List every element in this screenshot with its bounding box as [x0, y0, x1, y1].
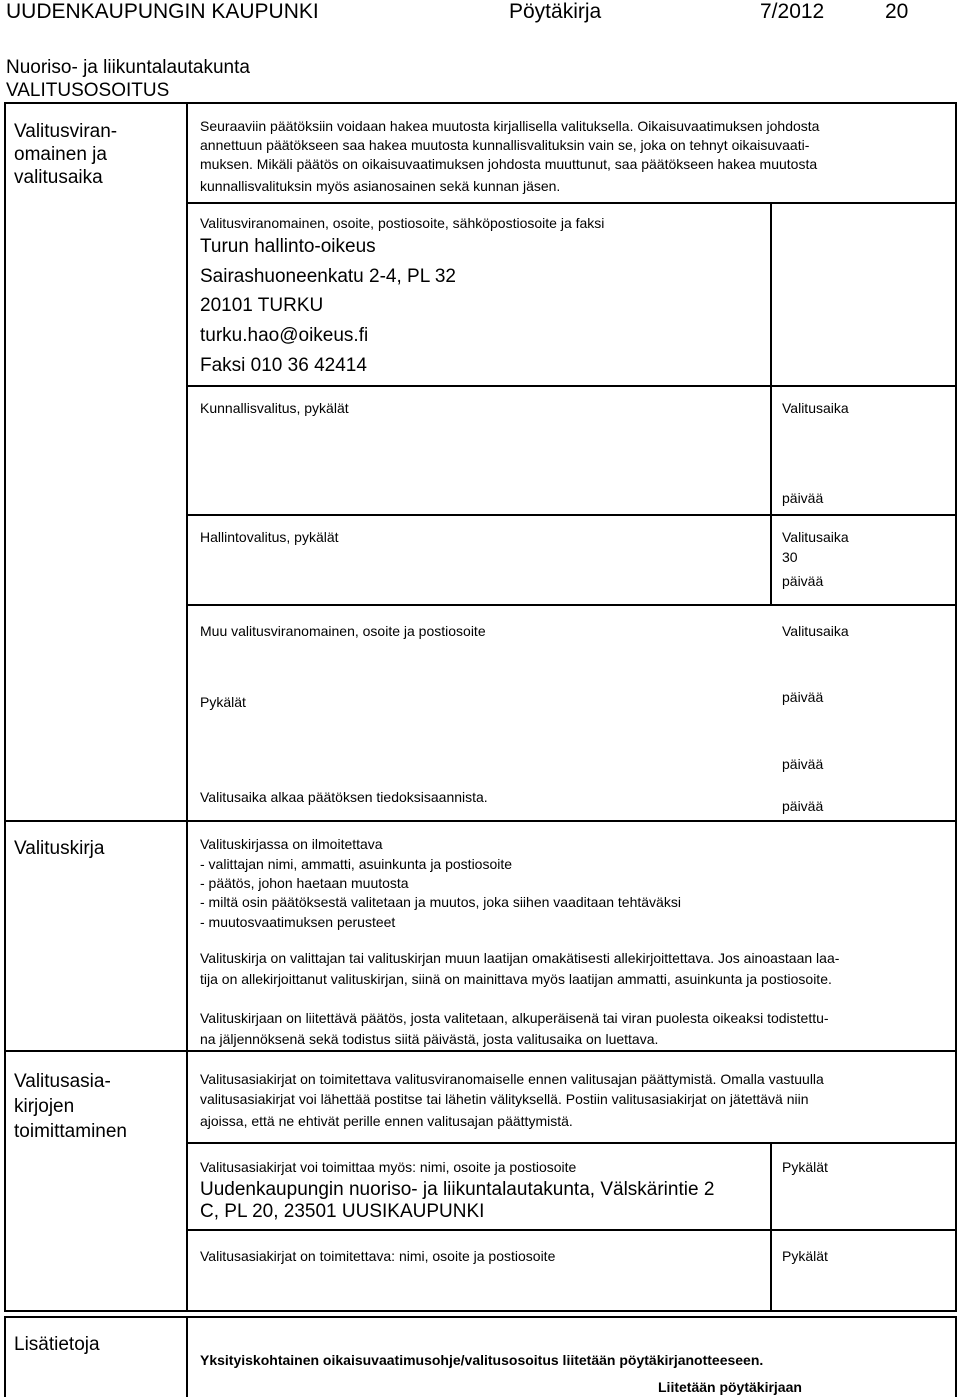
deliver-also-row-top	[186, 1142, 957, 1144]
letter-state-1: Valituskirjassa on ilmoitettava	[200, 836, 383, 852]
admin-days-number: 30	[782, 549, 798, 565]
municipal-appeal-label: Kunnallisvalitus, pykälät	[200, 400, 349, 416]
page-number: 20	[885, 0, 909, 23]
contact-box-top	[186, 202, 957, 204]
authority-label-line-1: Valitusviran-	[14, 121, 118, 142]
admin-row-top	[186, 514, 957, 516]
delivery-text-1: Valitusasiakirjat on toimitettava valitusviranomaiselle ennen valitusajan päättymistä. Omalla vastuulla	[200, 1071, 824, 1087]
section2-right-border	[955, 820, 957, 1050]
delivery-label-line-2: kirjojen	[14, 1096, 75, 1117]
court-fax: Faksi 010 36 42414	[200, 355, 367, 376]
deliver-address-1: Uudenkaupungin nuoriso- ja liikuntalautakunta, Välskärintie 2	[200, 1179, 715, 1200]
section2-left-border	[4, 820, 6, 1050]
section4-right-border	[955, 1316, 957, 1397]
page-title: VALITUSOSOITUS	[6, 80, 170, 101]
other-days-2: päivää	[782, 756, 824, 772]
court-email: turku.hao@oikeus.fi	[200, 325, 369, 346]
delivery-label-line-1: Valitusasia-	[14, 1071, 111, 1092]
section1-divider	[186, 102, 188, 822]
section1-top-border	[4, 102, 957, 104]
letter-label: Valituskirja	[14, 838, 105, 859]
delivery-right-divider	[770, 1142, 772, 1312]
municipal-row-top	[186, 385, 957, 387]
intro-line-1: Seuraaviin päätöksiin voidaan hakea muutosta kirjallisella valituksella. Oikaisuvaatimuksen johdosta	[200, 118, 820, 134]
more-info-footer: Liitetään pöytäkirjaan	[658, 1379, 802, 1395]
deliver-also-label: Valitusasiakirjat voi toimittaa myös: nimi, osoite ja postiosoite	[200, 1159, 577, 1175]
letter-state-3: - päätös, johon haetaan muutosta	[200, 875, 409, 891]
admin-appeal-time: Valitusaika	[782, 529, 849, 545]
intro-line-2: annettuun päätökseen saa hakea muutosta kunnallisvalituksin vain se, joka on tehnyt oikaisuvaati-	[200, 137, 810, 153]
section1-bottom-border	[4, 820, 957, 822]
section1-right-border	[955, 102, 957, 822]
section3-divider	[186, 1050, 188, 1312]
letter-attach-2: na jäljennöksenä sekä todistus siitä päivästä, josta valitusaika on luettava.	[200, 1031, 659, 1047]
contact-heading: Valitusviranomainen, osoite, postiosoite, sähköpostiosoite ja faksi	[200, 215, 605, 231]
section3-bottom-border	[4, 1310, 957, 1312]
other-days-3: päivää	[782, 798, 824, 814]
board-name: Nuoriso- ja liikuntalautakunta	[6, 57, 250, 78]
section4-left-border	[4, 1316, 6, 1397]
municipal-days: päivää	[782, 490, 824, 506]
deliver-address-2: C, PL 20, 23501 UUSIKAUPUNKI	[200, 1201, 485, 1222]
letter-attach-1: Valituskirjaan on liitettävä päätös, josta valitetaan, alkuperäisenä tai viran puolesta oikeaksi todistettu-	[200, 1010, 829, 1026]
letter-state-4: - miltä osin päätöksestä valitetaan ja muutos, joka siihen vaaditaan tehtäväksi	[200, 894, 681, 910]
more-info-label: Lisätietoja	[14, 1334, 100, 1355]
delivery-text-3: ajoissa, että ne ehtivät perille ennen valitusajan päättymistä.	[200, 1113, 573, 1129]
letter-signature-1: Valituskirja on valittajan tai valituskirjan muun laatijan omakätisesti allekirjoittettava. Jos ainoastaan laa-	[200, 950, 840, 966]
admin-days: päivää	[782, 573, 824, 589]
authority-label-line-2: omainen ja	[14, 144, 107, 165]
section2-divider	[186, 820, 188, 1050]
section3-left-border	[4, 1050, 6, 1312]
deliver-to-row-top	[186, 1229, 957, 1231]
admin-appeal-label: Hallintovalitus, pykälät	[200, 529, 339, 545]
letter-state-5: - muutosvaatimuksen perusteet	[200, 914, 396, 930]
intro-line-4: kunnallisvalituksin myös asianosainen sekä kunnan jäsen.	[200, 178, 561, 194]
deliver-to-label: Valitusasiakirjat on toimitettava: nimi, osoite ja postiosoite	[200, 1248, 556, 1264]
letter-state-2: - valittajan nimi, ammatti, asuinkunta ja postiosoite	[200, 856, 513, 872]
doc-type: Pöytäkirja	[509, 0, 602, 23]
court-postcode: 20101 TURKU	[200, 295, 324, 316]
deliver-to-sections: Pykälät	[782, 1248, 828, 1264]
delivery-label-line-3: toimittaminen	[14, 1121, 127, 1142]
issue-number: 7/2012	[760, 0, 825, 23]
appeal-starts-text: Valitusaika alkaa päätöksen tiedoksisaannista.	[200, 789, 488, 805]
other-appeal-time: Valitusaika	[782, 623, 849, 639]
court-address: Sairashuoneenkatu 2-4, PL 32	[200, 266, 456, 287]
letter-signature-2: tija on allekirjoittanut valituskirjan, siinä on mainittava myös laatijan ammatti, asuinkunta ja postiosoite.	[200, 971, 832, 987]
delivery-text-2: valitusasiakirjat voi lähettää postitse tai lähetin välityksellä. Postiin valitusasiakirjat on jätettävä niin	[200, 1091, 809, 1107]
other-sections-label: Pykälät	[200, 694, 246, 710]
section4-divider	[186, 1316, 188, 1397]
intro-line-3: muksen. Mikäli päätös on oikaisuvaatimuksen johdosta muuttunut, saa päätökseen hakea muutosta	[200, 156, 818, 172]
more-info-text: Yksityiskohtainen oikaisuvaatimusohje/valitusosoitus liitetään pöytäkirjanotteeseen.	[200, 1352, 764, 1368]
municipal-appeal-time: Valitusaika	[782, 400, 849, 416]
other-authority-label: Muu valitusviranomainen, osoite ja postiosoite	[200, 623, 486, 639]
court-name: Turun hallinto-oikeus	[200, 236, 376, 257]
deliver-also-sections: Pykälät	[782, 1159, 828, 1175]
other-row-top	[186, 604, 957, 606]
right-column-divider	[770, 202, 772, 605]
section4-top-border	[4, 1316, 957, 1318]
other-days-1: päivää	[782, 689, 824, 705]
section1-left-border	[4, 102, 6, 822]
authority-label-line-3: valitusaika	[14, 167, 103, 188]
section3-right-border	[955, 1050, 957, 1312]
org-name: UUDENKAUPUNGIN KAUPUNKI	[6, 0, 319, 23]
section2-bottom-border	[4, 1050, 957, 1052]
